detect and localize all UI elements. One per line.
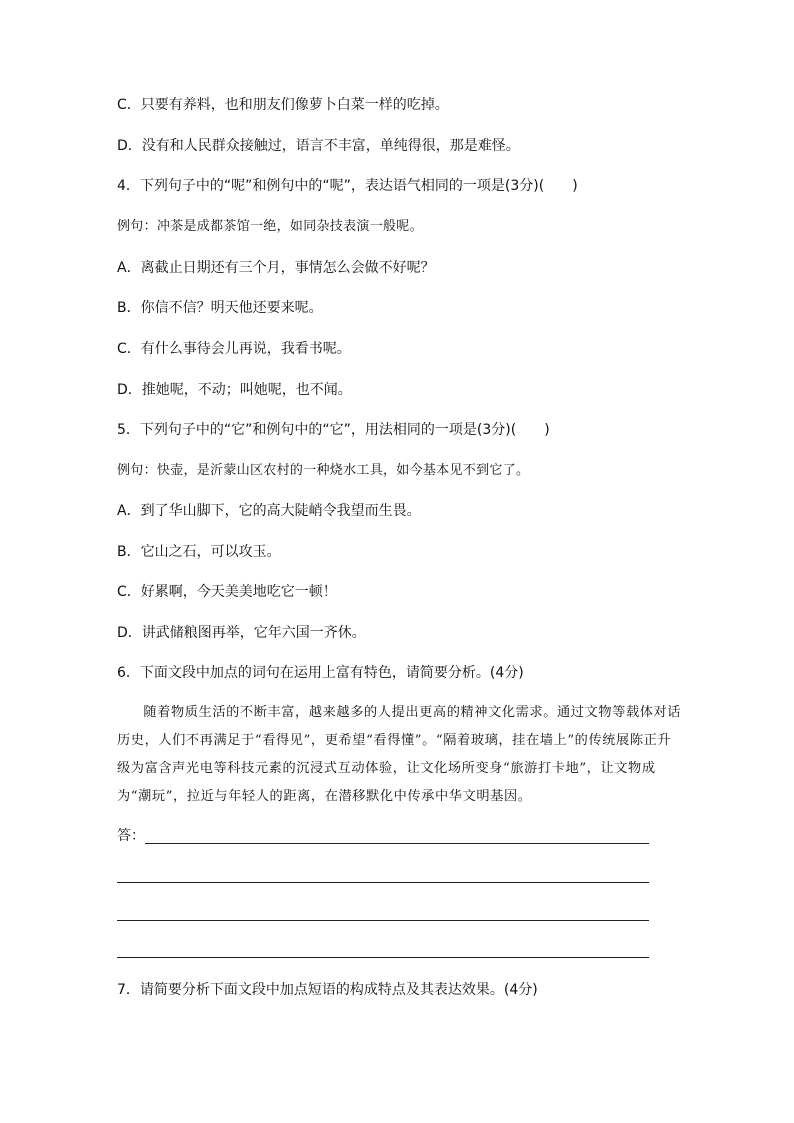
q5-option-d: D．讲武储粮图再举，它年六国一齐休。	[117, 625, 366, 641]
q4-option-a: A．离截止日期还有三个月，事情怎么会做不好呢？	[117, 260, 435, 276]
q7-stem: 7．请简要分析下面文段中加点短语的构成特点及其表达效果。(4分)	[117, 982, 538, 998]
q5-option-a: A．到了华山脚下，它的高大陡峭令我望而生畏。	[117, 503, 421, 519]
answer-label: 答：	[117, 828, 145, 844]
q4-option-c: C．有什么事待会儿再说，我看书呢。	[117, 341, 351, 357]
answer-line[interactable]	[117, 957, 649, 958]
q5-option-c: C．好累啊，今天美美地吃它一顿！	[117, 584, 337, 600]
q4-example: 例句：冲茶是成都茶馆一绝，如同杂技表演一般呢。	[117, 219, 423, 234]
q5-example: 例句：快壶，是沂蒙山区农村的一种烧水工具，如今基本见不到它了。	[117, 463, 530, 478]
q5-stem: 5．下列句子中的“它”和例句中的“它”，用法相同的一项是(3分)( )	[117, 422, 550, 438]
answer-line[interactable]	[117, 920, 649, 921]
q6-stem: 6．下面文段中加点的词句在运用上富有特色，请简要分析。(4分)	[117, 665, 524, 681]
q4-option-d: D．推她呢，不动；叫她呢，也不闻。	[117, 382, 352, 398]
answer-line[interactable]	[117, 882, 649, 883]
q4-option-b: B．你信不信？明天他还要来呢。	[117, 300, 323, 316]
q3-option-d: D．没有和人民群众接触过，语言不丰富，单纯得很，那是难怪。	[117, 138, 520, 154]
answer-line[interactable]	[145, 843, 649, 844]
q6-passage: 随着物质生活的不断丰富，越来越多的人提出更高的精神文化需求。通过文物等载体对话历史，人们不再满足于“看得见”，更希望“看得懂”。“隔着玻璃，挂在墙上”的传统展陈正升级为富含声光电等科技元素的沉浸式互动体验，让文化场所变身“旅游打卡地”，让文物成为“潮玩”，拉近与年轻人的距离，在潜移默化中传承中华文明基因。	[117, 705, 682, 804]
q5-option-b: B．它山之石，可以攻玉。	[117, 544, 281, 560]
q3-option-c: C．只要有养料，也和朋友们像萝卜白菜一样的吃掉。	[117, 97, 449, 113]
q4-stem: 4．下列句子中的“呢”和例句中的“呢”，表达语气相同的一项是(3分)( )	[117, 178, 578, 194]
